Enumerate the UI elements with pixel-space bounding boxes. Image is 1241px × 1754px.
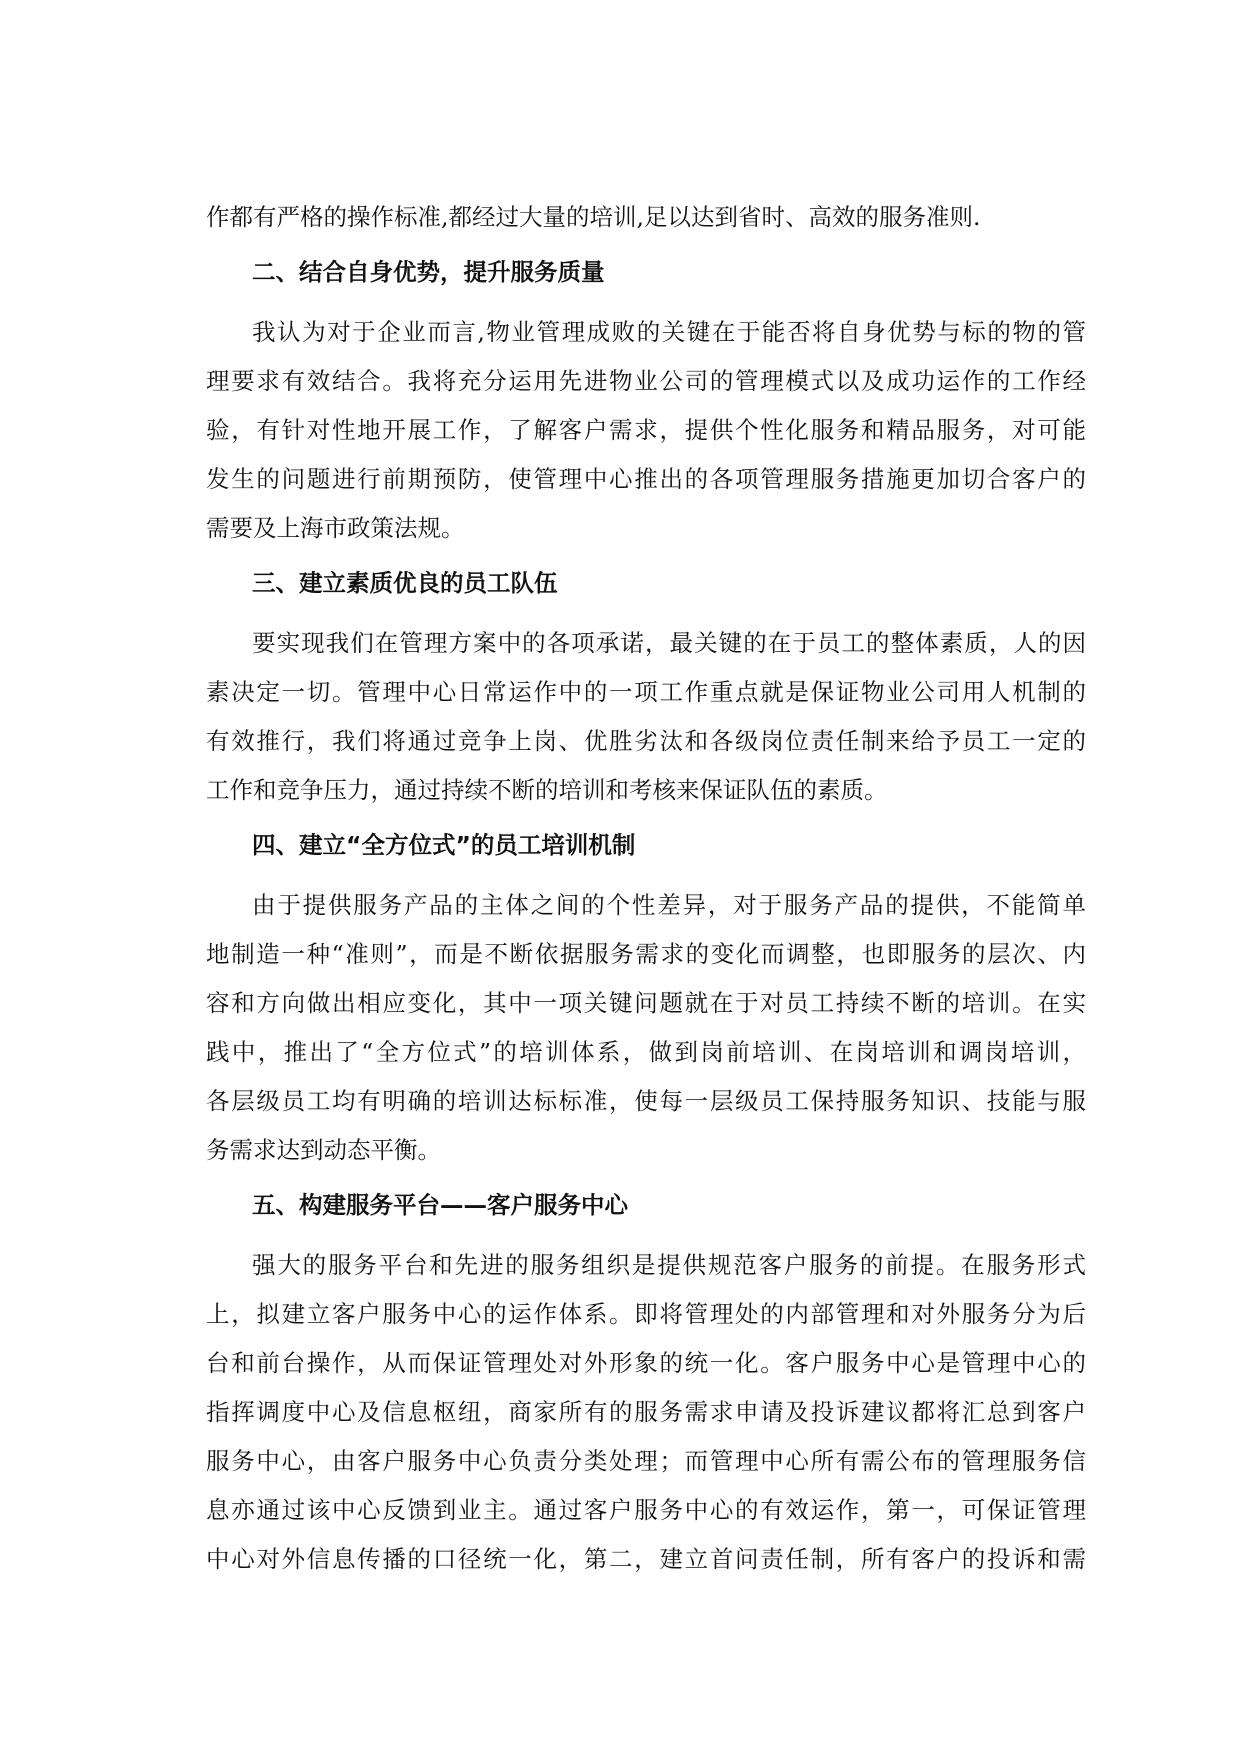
paragraph-line: 服务中心，由客户服务中心负责分类处理；而管理中心所有需公布的管理服务信 <box>206 1447 1086 1475</box>
paragraph-line: 我认为对于企业而言,物业管理成败的关键在于能否将自身优势与标的物的管 <box>252 318 1086 346</box>
paragraph-line: 容和方向做出相应变化，其中一项关键问题就在于对员工持续不断的培训。在实 <box>206 989 1086 1017</box>
paragraph-line: 有效推行，我们将通过竞争上岗、优胜劣汰和各级岗位责任制来给予员工一定的 <box>206 727 1086 755</box>
paragraph-line: 理要求有效结合。我将充分运用先进物业公司的管理模式以及成功运作的工作经 <box>206 367 1086 395</box>
paragraph-line: 上，拟建立客户服务中心的运作体系。即将管理处的内部管理和对外服务分为后 <box>206 1300 1086 1328</box>
section-heading: 三、建立素质优良的员工队伍 <box>252 569 558 597</box>
paragraph-line: 地制造一种“准则”，而是不断依据服务需求的变化而调整，也即服务的层次、内 <box>206 940 1086 968</box>
paragraph-line: 台和前台操作，从而保证管理处对外形象的统一化。客户服务中心是管理中心的 <box>206 1349 1086 1377</box>
paragraph-line: 素决定一切。管理中心日常运作中的一项工作重点就是保证物业公司用人机制的 <box>206 678 1086 706</box>
paragraph-line: 指挥调度中心及信息枢纽，商家所有的服务需求申请及投诉建议都将汇总到客户 <box>206 1398 1086 1426</box>
section-heading: 五、构建服务平台——客户服务中心 <box>252 1191 628 1219</box>
paragraph-line: 验，有针对性地开展工作，了解客户需求，提供个性化服务和精品服务，对可能 <box>206 416 1086 444</box>
paragraph-line: 务需求达到动态平衡。 <box>206 1136 441 1164</box>
paragraph-line: 各层级员工均有明确的培训达标标准，使每一层级员工保持服务知识、技能与服 <box>206 1087 1086 1115</box>
paragraph-line: 要实现我们在管理方案中的各项承诺，最关键的在于员工的整体素质，人的因 <box>252 629 1086 657</box>
paragraph-line: 息亦通过该中心反馈到业主。通过客户服务中心的有效运作，第一，可保证管理 <box>206 1496 1086 1524</box>
paragraph-line: 需要及上海市政策法规。 <box>206 514 465 542</box>
paragraph-line: 由于提供服务产品的主体之间的个性差异，对于服务产品的提供，不能简单 <box>252 891 1086 919</box>
paragraph-line: 强大的服务平台和先进的服务组织是提供规范客户服务的前提。在服务形式 <box>252 1251 1086 1279</box>
paragraph-line: 作都有严格的操作标准,都经过大量的培训,足以达到省时、高效的服务准则. <box>206 203 981 231</box>
paragraph-line: 践中，推出了“全方位式”的培训体系，做到岗前培训、在岗培训和调岗培训， <box>206 1038 1086 1066</box>
section-heading: 二、结合自身优势，提升服务质量 <box>252 258 605 286</box>
section-heading: 四、建立“全方位式”的员工培训机制 <box>252 831 636 859</box>
paragraph-line: 发生的问题进行前期预防，使管理中心推出的各项管理服务措施更加切合客户的 <box>206 465 1086 493</box>
paragraph-line: 工作和竞争压力，通过持续不断的培训和考核来保证队伍的素质。 <box>206 776 888 804</box>
paragraph-line: 中心对外信息传播的口径统一化，第二，建立首问责任制，所有客户的投诉和需 <box>206 1545 1086 1573</box>
